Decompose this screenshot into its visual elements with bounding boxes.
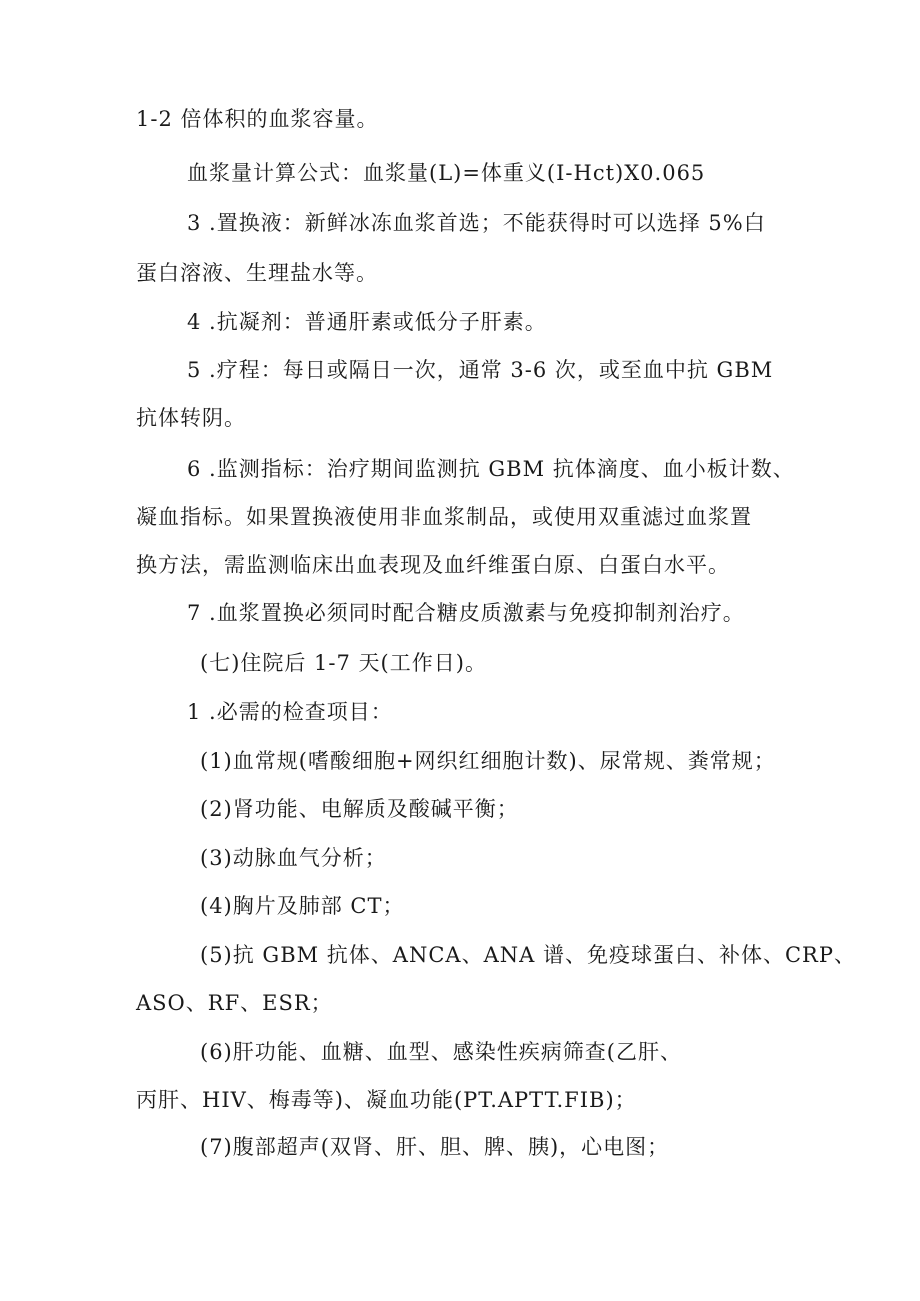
text-line-21: 丙肝、HIV、梅毒等)、凝血功能(PT.APTT.FIB)； bbox=[136, 1088, 637, 1112]
text-line-4: 蛋白溶液、生理盐水等。 bbox=[136, 261, 378, 285]
text-line-13: 1 .必需的检查项目： bbox=[187, 700, 393, 724]
text-line-17: (4)胸片及肺部 CT； bbox=[200, 894, 405, 918]
text-line-22: (7)腹部超声(双肾、肝、胆、脾、胰)，心电图； bbox=[200, 1135, 670, 1159]
text-line-1: 1-2 倍体积的血浆容量。 bbox=[136, 107, 379, 131]
text-line-3: 3 .置换液：新鲜冰冻血浆首选；不能获得时可以选择 5%白 bbox=[187, 211, 766, 235]
text-line-19: ASO、RF、ESR； bbox=[136, 991, 333, 1015]
text-line-14: (1)血常规(嗜酸细胞+网织红细胞计数)、尿常规、粪常规； bbox=[200, 749, 776, 773]
text-line-18: (5)抗 GBM 抗体、ANCA、ANA 谱、免疫球蛋白、补体、CRP、 bbox=[200, 943, 856, 967]
text-line-9: 凝血指标。如果置换液使用非血浆制品，或使用双重滤过血浆置 bbox=[136, 505, 752, 529]
text-line-12: (七)住院后 1-7 天(工作日)。 bbox=[200, 651, 487, 675]
text-line-6: 5 .疗程：每日或隔日一次，通常 3-6 次，或至血中抗 GBM bbox=[187, 358, 774, 382]
text-line-10: 换方法，需监测临床出血表现及血纤维蛋白原、白蛋白水平。 bbox=[136, 553, 730, 577]
text-line-11: 7 .血浆置换必须同时配合糖皮质激素与免疫抑制剂治疗。 bbox=[187, 601, 745, 625]
text-line-8: 6 .监测指标：治疗期间监测抗 GBM 抗体滴度、血小板计数、 bbox=[187, 457, 795, 481]
text-line-20: (6)肝功能、血糖、血型、感染性疾病筛查(乙肝、 bbox=[200, 1040, 682, 1064]
text-line-7: 抗体转阴。 bbox=[136, 406, 246, 430]
text-line-15: (2)肾功能、电解质及酸碱平衡； bbox=[200, 797, 519, 821]
text-line-16: (3)动脉血气分析； bbox=[200, 846, 387, 870]
text-line-2: 血浆量计算公式：血浆量(L)=体重义(I-Hct)X0.065 bbox=[187, 161, 706, 185]
text-line-5: 4 .抗凝剂：普通肝素或低分子肝素。 bbox=[187, 310, 547, 334]
